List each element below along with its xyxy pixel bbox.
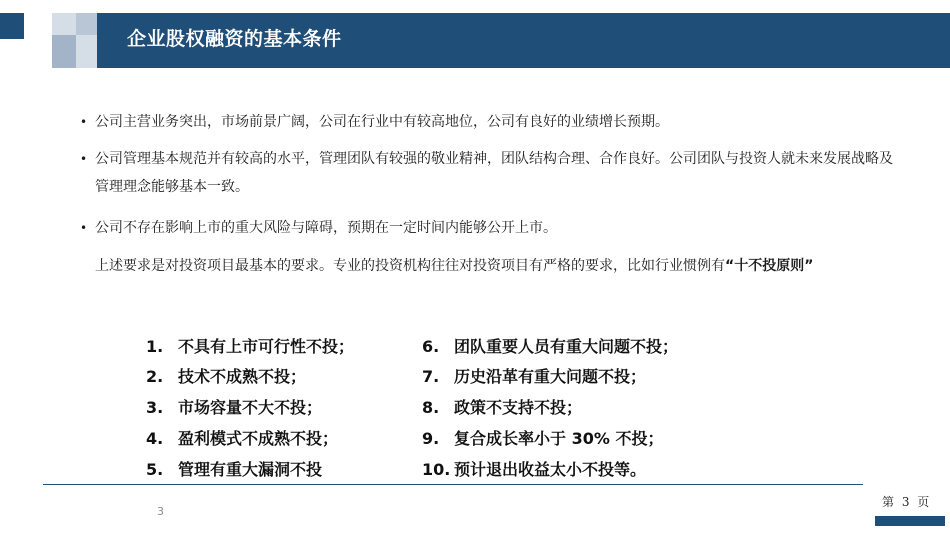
rule-number: 6. — [422, 337, 440, 356]
page-indicator: 第 3 页 — [882, 495, 932, 509]
summary-text: 上述要求是对投资项目最基本的要求。专业的投资机构往往对投资项目有严格的要求，比如行业惯例有 — [95, 258, 725, 274]
rule-text: 市场容量不大不投； — [178, 398, 323, 417]
rule-item-5 — [146, 459, 322, 481]
rule-item-7 — [422, 366, 646, 388]
decor-square-dark — [0, 13, 24, 39]
rule-number: 8. — [422, 398, 440, 417]
summary-line — [95, 252, 813, 280]
rule-text: 团队重要人员有重大问题不投； — [454, 337, 679, 356]
rule-number: 2. — [146, 367, 164, 386]
footer-divider — [43, 484, 863, 485]
rule-text: 盈利模式不成熟不投； — [178, 429, 339, 448]
rule-item-4 — [146, 428, 338, 450]
slide-title: 企业股权融资的基本条件 — [127, 28, 342, 50]
rule-number: 4. — [146, 429, 164, 448]
rule-number: 10. — [422, 460, 451, 479]
bullet-marker: • — [80, 152, 88, 166]
summary-emphasis: “十不投原则” — [725, 258, 814, 274]
bullet-text: 公司管理基本规范并有较高的水平，管理团队有较强的敬业精神，团队结构合理、合作良好。公司团队与投资人就未来发展战略及管理理念能够基本一致。 — [95, 151, 893, 195]
bullet-marker: • — [80, 115, 88, 129]
rule-text: 技术不成熟不投； — [178, 367, 307, 386]
rule-item-6 — [422, 336, 678, 358]
slide-number: 3 — [157, 505, 164, 518]
rule-item-9 — [422, 428, 663, 450]
rule-item-10 — [422, 459, 646, 481]
decor-square-mid — [76, 13, 97, 35]
rule-item-2 — [146, 366, 306, 388]
page-indicator-bar — [875, 516, 945, 526]
rule-number: 7. — [422, 367, 440, 386]
rule-text: 复合成长率小于 30% 不投； — [454, 429, 664, 448]
rule-item-3 — [146, 397, 322, 419]
rule-text: 历史沿革有重大问题不投； — [454, 367, 647, 386]
rule-text: 政策不支持不投； — [454, 398, 583, 417]
bullet-text: 公司主营业务突出，市场前景广阔，公司在行业中有较高地位，公司有良好的业绩增长预期。 — [95, 114, 669, 130]
rule-number: 1. — [146, 337, 164, 356]
rule-number: 3. — [146, 398, 164, 417]
rule-text: 管理有重大漏洞不投 — [178, 460, 323, 479]
rule-number: 9. — [422, 429, 440, 448]
rule-number: 5. — [146, 460, 164, 479]
decor-square-light-2 — [52, 35, 76, 68]
rule-text: 不具有上市可行性不投； — [178, 337, 355, 356]
bullet-text: 公司不存在影响上市的重大风险与障碍，预期在一定时间内能够公开上市。 — [95, 220, 557, 236]
rule-item-8 — [422, 397, 582, 419]
rule-text: 预计退出收益太小不投等。 — [454, 460, 647, 479]
rule-item-1 — [146, 336, 354, 358]
bullet-marker: • — [80, 221, 88, 235]
decor-square-light — [52, 13, 76, 35]
decor-square-mid-2 — [76, 35, 97, 68]
